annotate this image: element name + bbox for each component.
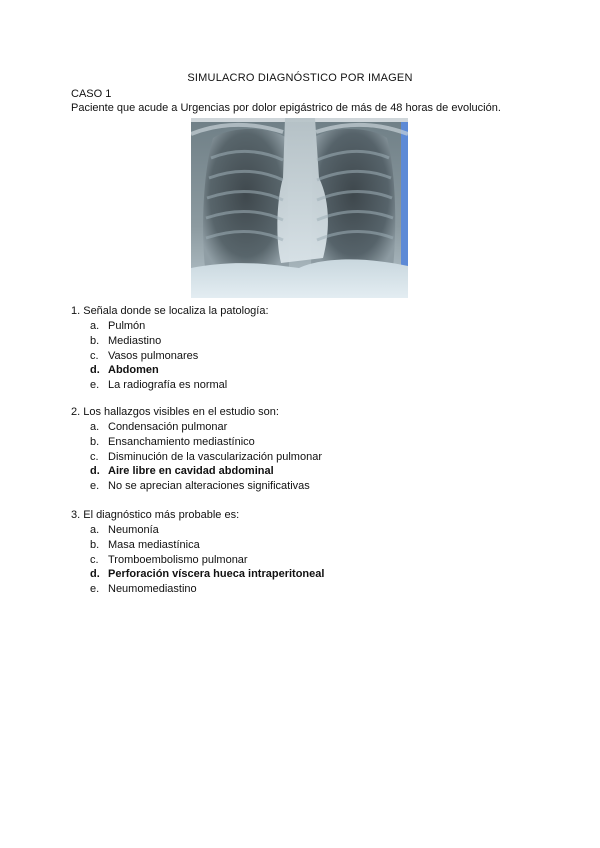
question-1-text: 1. Señala donde se localiza la patología: [71, 305, 269, 317]
chest-xray-image [191, 118, 408, 298]
question-2-option-d: d. Aire libre en cavidad abdominal [90, 465, 274, 478]
question-1-option-b: b. Mediastino [90, 334, 162, 347]
question-1-option-c: c. Vasos pulmonares [90, 349, 199, 362]
question-2-option-b: b. Ensanchamiento mediastínico [90, 435, 255, 448]
question-3-option-a: a. Neumonía [90, 524, 159, 536]
case-description: Paciente que acude a Urgencias por dolor epigástrico de más de 48 horas de evolución. [71, 102, 501, 114]
question-2-option-a: a. Condensación pulmonar [90, 421, 228, 433]
question-3-text: 3. El diagnóstico más probable es: [71, 509, 240, 521]
question-2-option-e: e. No se aprecian alteraciones significativas [90, 480, 310, 493]
question-1-options [90, 319, 227, 393]
question-2-options [90, 420, 322, 494]
question-1-option-d: d. Abdomen [90, 364, 159, 377]
page-title: SIMULACRO DIAGNÓSTICO POR IMAGEN [187, 72, 413, 84]
question-3-option-d: d. Perforación víscera hueca intraperitoneal [90, 568, 325, 581]
question-3-option-c: c. Tromboembolismo pulmonar [90, 553, 248, 566]
question-1-option-a: a. Pulmón [90, 320, 146, 332]
question-3-option-e: e. Neumomediastino [90, 583, 197, 596]
question-1-option-e: e. La radiografía es normal [90, 379, 228, 392]
question-2-text: 2. Los hallazgos visibles en el estudio son: [71, 406, 279, 418]
question-3-option-b: b. Masa mediastínica [90, 538, 200, 551]
question-2-option-c: c. Disminución de la vascularización pulmonar [90, 450, 322, 463]
case-label: CASO 1 [71, 88, 112, 100]
question-3-options [90, 523, 324, 597]
